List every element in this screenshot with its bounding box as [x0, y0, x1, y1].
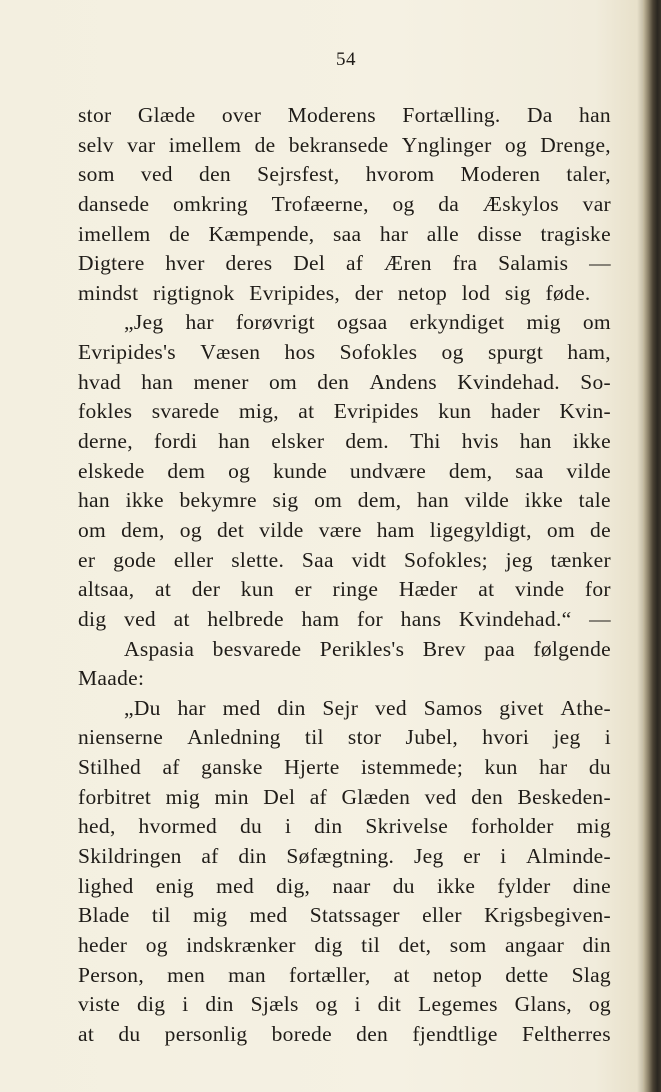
- text-line: om dem, og det vilde være ham ligegyldigt, om de: [78, 517, 611, 542]
- text-line: „Du har med din Sejr ved Samos givet Athe-: [124, 695, 611, 720]
- text-line: Person, men man fortæller, at netop dette Slag: [78, 962, 611, 987]
- text-line: Evripides's Væsen hos Sofokles og spurgt ham,: [78, 340, 611, 365]
- text-line: dig ved at helbrede ham for hans Kvindehad.“ —: [78, 606, 611, 631]
- text-line: Aspasia besvarede Perikles's Brev paa følgende: [124, 636, 611, 661]
- text-line: imellem de Kæmpende, saa har alle disse tragiske: [78, 221, 611, 246]
- text-line: fokles svarede mig, at Evripides kun hader Kvin-: [78, 399, 611, 424]
- text-line: hed, hvormed du i din Skrivelse forholder mig: [78, 814, 611, 839]
- text-line: stor Glæde over Moderens Fortælling. Da han: [78, 103, 611, 127]
- body-text: [78, 101, 611, 1050]
- text-line: han ikke bekymre sig om dem, han vilde ikke tale: [78, 488, 611, 513]
- text-line: Maade:: [78, 666, 145, 691]
- text-line: Digtere hver deres Del af Æren fra Salamis —: [78, 251, 611, 276]
- text-line: er gode eller slette. Saa vidt Sofokles; jeg tænker: [78, 547, 611, 572]
- text-line: Stilhed af ganske Hjerte istemmede; kun har du: [78, 755, 611, 780]
- text-line: elskede dem og kunde undvære dem, saa vilde: [78, 458, 611, 483]
- text-line: Skildringen af din Søfægtning. Jeg er i Alminde-: [78, 844, 611, 869]
- text-line: derne, fordi han elsker dem. Thi hvis han ikke: [78, 429, 611, 454]
- page-edge: [643, 0, 661, 1092]
- text-line: Blade til mig med Statssager eller Krigsbegiven-: [78, 903, 611, 928]
- text-line: hvad han mener om den Andens Kvindehad. So-: [78, 369, 611, 394]
- text-line: som ved den Sejrsfest, hvorom Moderen taler,: [78, 162, 611, 187]
- text-line: „Jeg har forøvrigt ogsaa erkyndiget mig om: [124, 310, 611, 335]
- text-line: altsaa, at der kun er ringe Hæder at vinde for: [78, 577, 611, 602]
- text-line: viste dig i din Sjæls og i dit Legemes Glans, og: [78, 992, 611, 1017]
- page-number: 54: [336, 49, 356, 70]
- text-line: forbitret mig min Del af Glæden ved den Beskeden-: [78, 784, 611, 809]
- text-line: lighed enig med dig, naar du ikke fylder dine: [78, 873, 611, 898]
- text-line: dansede omkring Trofæerne, og da Æskylos var: [78, 191, 611, 216]
- text-line: heder og indskrænker dig til det, som angaar din: [78, 932, 611, 957]
- text-line: at du personlig borede den fjendtlige Feltherres: [78, 1021, 611, 1046]
- text-line: mindst rigtignok Evripides, der netop lod sig føde.: [78, 280, 591, 305]
- text-line: selv var imellem de bekransede Ynglinger og Drenge,: [78, 132, 611, 157]
- text-line: nienserne Anledning til stor Jubel, hvori jeg i: [78, 725, 611, 750]
